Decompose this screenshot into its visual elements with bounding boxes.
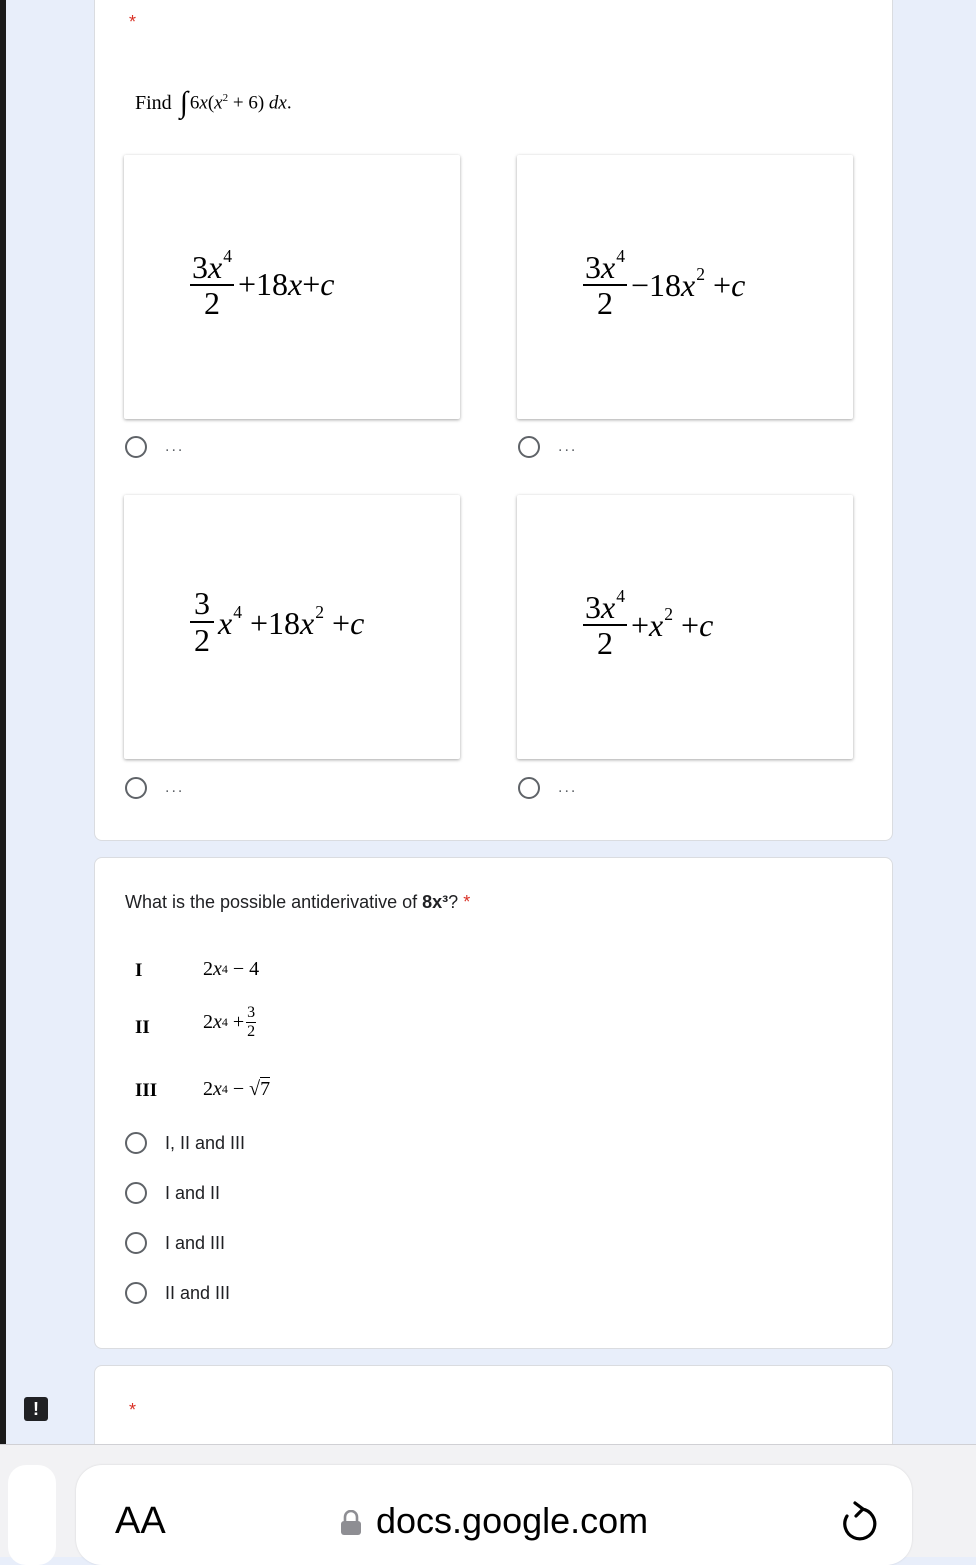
lock-icon	[340, 1510, 362, 1536]
statement-ii-expression: 2 x 4 + $\frac{3}{2}$	[203, 1004, 256, 1040]
option-d-radio[interactable]	[518, 777, 540, 799]
option-a-label: ...	[165, 438, 185, 455]
option-b-label: ...	[558, 438, 578, 455]
choice-label[interactable]: I, II and III	[165, 1133, 246, 1153]
choice-radio[interactable]	[125, 1132, 147, 1154]
statement-iii-expression: 2 x 4 − √7	[203, 1078, 271, 1100]
question-card-2	[94, 857, 893, 1349]
choice-label[interactable]: I and II	[165, 1183, 221, 1203]
option-c-expression: $\frac{3}{2}$ $x^4 +18x^2 +c$	[190, 587, 364, 658]
text-size-button[interactable]: AA	[115, 1500, 166, 1542]
option-d-expression: $\frac{3x^4}{2}$ $+x^2 +c$	[585, 586, 714, 662]
statement-iii-numeral: III	[135, 1080, 158, 1101]
find-label: Find	[135, 91, 172, 114]
integral-expression: ∫ $6x(x^2 + 6)$ dx.	[179, 86, 292, 119]
required-asterisk: *	[129, 1400, 137, 1420]
option-c-radio[interactable]	[125, 777, 147, 799]
required-asterisk: *	[129, 12, 137, 32]
option-b-radio[interactable]	[518, 436, 540, 458]
choice-label[interactable]: II and III	[165, 1283, 231, 1303]
question-2-title-bold: 8x³	[422, 892, 449, 912]
url-domain[interactable]: docs.google.com	[376, 1500, 649, 1541]
choice-radio[interactable]	[125, 1282, 147, 1304]
previous-tab-preview[interactable]	[8, 1465, 56, 1565]
question-2-title	[125, 892, 470, 913]
choice-radio[interactable]	[125, 1232, 147, 1254]
choice-radio[interactable]	[125, 1182, 147, 1204]
option-d-label: ...	[558, 779, 578, 796]
option-a-expression: $\frac{3x^4}{2}$ +18x+c	[192, 246, 335, 322]
warning-icon[interactable]: !	[24, 1397, 48, 1421]
statement-i-numeral: I	[135, 960, 143, 981]
required-asterisk: *	[463, 892, 471, 912]
option-a-radio[interactable]	[125, 436, 147, 458]
question-2-title-text: What is the possible antiderivative of	[125, 892, 423, 912]
choice-label[interactable]: I and III	[165, 1233, 226, 1253]
question-2-title-suffix: ?	[448, 892, 459, 912]
option-c-label: ...	[165, 779, 185, 796]
statement-ii-numeral: II	[135, 1017, 150, 1038]
reload-icon[interactable]	[838, 1500, 878, 1544]
question-1-prompt	[135, 86, 292, 120]
statement-i-expression: 2 x 4 − 4	[203, 958, 260, 980]
option-b-expression: $\frac{3x^4}{2}$ $-18x^2 +c$	[585, 246, 746, 322]
left-edge-strip	[0, 0, 6, 1444]
